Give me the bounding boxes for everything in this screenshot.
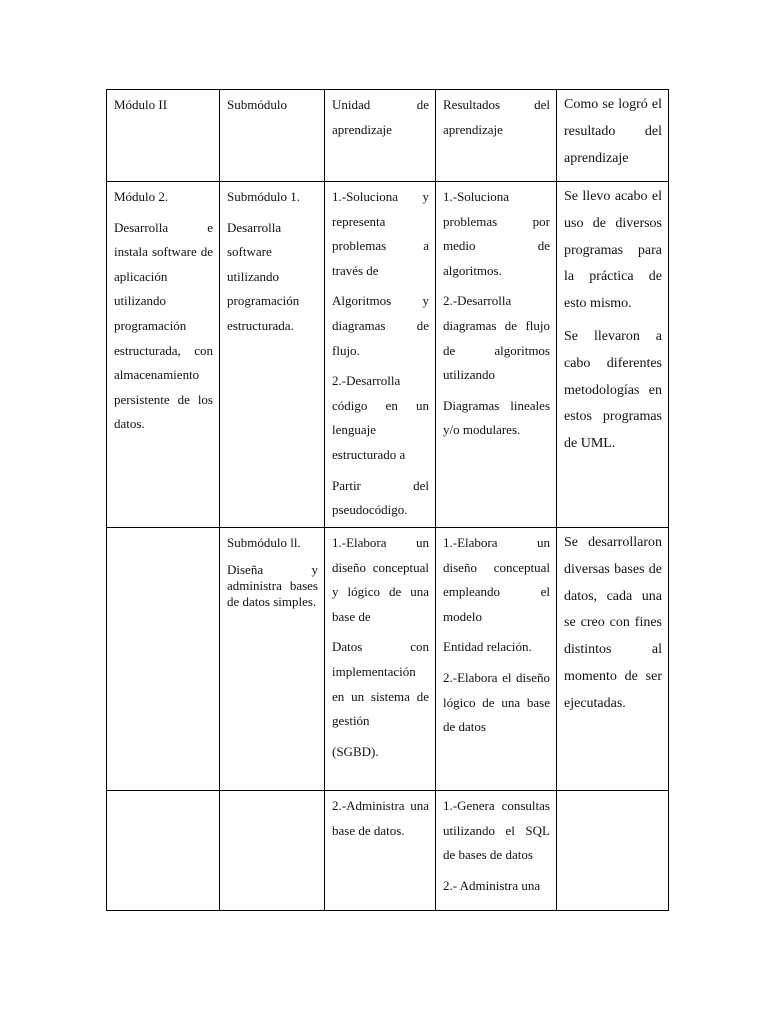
resultados-text: Diagramas lineales y/o modulares. xyxy=(443,397,550,438)
cell-unidad xyxy=(325,182,436,528)
cell-resultados xyxy=(436,528,557,791)
table-row xyxy=(107,791,669,911)
unidad-text: (SGBD). xyxy=(332,743,379,759)
como-text: Se desarrollaron diversas bases de datos, cada una se creo con fines distintos al momento de ser ejecutadas. xyxy=(564,535,662,711)
unidad-text: Partir del pseudocódigo. xyxy=(332,477,429,518)
submodulo-title: Submódulo ll. xyxy=(227,535,301,550)
unidad-text: Datos con implementación en un sistema de gestión xyxy=(332,639,429,729)
submodulo-title: Submódulo 1. xyxy=(227,189,300,204)
cell-modulo xyxy=(107,791,220,911)
resultados-text: 2.-Elabora el diseño lógico de una base de datos xyxy=(443,669,550,735)
cell-como xyxy=(557,528,669,791)
unidad-text: 1.-Elabora un diseño conceptual y lógico de una base de xyxy=(332,535,429,624)
table-row xyxy=(107,528,669,791)
cell-resultados xyxy=(436,791,557,911)
modulo-title: Módulo 2. xyxy=(114,189,169,204)
table-header-row xyxy=(107,90,669,182)
unidad-text: 1.-Soluciona y representa problemas a través de xyxy=(332,189,429,278)
resultados-text: 1.-Elabora un diseño conceptual empleando el modelo xyxy=(443,535,550,624)
header-submodulo: Submódulo xyxy=(220,90,325,182)
submodulo-description: Diseña y administra bases de datos simples. xyxy=(227,561,318,609)
como-text: Se llevo acabo el uso de diversos programas para la práctica de esto mismo. xyxy=(564,189,662,312)
header-unidad: Unidad de aprendizaje xyxy=(325,90,436,182)
cell-unidad xyxy=(325,791,436,911)
cell-unidad xyxy=(325,528,436,791)
cell-resultados xyxy=(436,182,557,528)
submodulo-description: Desarrolla software utilizando programación estructurada. xyxy=(227,219,300,333)
learning-outcomes-table xyxy=(106,89,669,911)
unidad-text: 2.-Desarrolla código en un lenguaje estructurado a xyxy=(332,373,429,462)
modulo-description: Desarrolla e instala software de aplicación utilizando programación estructurada, con almacenamiento persistente de los datos. xyxy=(114,219,213,432)
header-como: Como se logró el resultado del aprendizaje xyxy=(557,90,669,182)
header-modulo: Módulo II xyxy=(107,90,220,182)
cell-submodulo xyxy=(220,182,325,528)
header-resultados: Resultados del aprendizaje xyxy=(436,90,557,182)
table-row xyxy=(107,182,669,528)
cell-como xyxy=(557,182,669,528)
resultados-text: 1.-Genera consultas utilizando el SQL de bases de datos xyxy=(443,798,550,863)
cell-modulo xyxy=(107,182,220,528)
resultados-text: 2.-Desarrolla diagramas de flujo de algoritmos utilizando xyxy=(443,293,550,383)
cell-como xyxy=(557,791,669,911)
resultados-text: 2.- Administra una xyxy=(443,877,541,893)
unidad-text: 2.-Administra una base de datos. xyxy=(332,798,429,838)
resultados-text: Entidad relación. xyxy=(443,639,532,655)
unidad-text: Algoritmos y diagramas de flujo. xyxy=(332,293,429,358)
resultados-text: 1.-Soluciona problemas por medio de algoritmos. xyxy=(443,189,550,278)
cell-modulo xyxy=(107,528,220,791)
cell-submodulo xyxy=(220,528,325,791)
como-text: Se llevaron a cabo diferentes metodologías en estos programas de UML. xyxy=(564,328,662,452)
cell-submodulo xyxy=(220,791,325,911)
